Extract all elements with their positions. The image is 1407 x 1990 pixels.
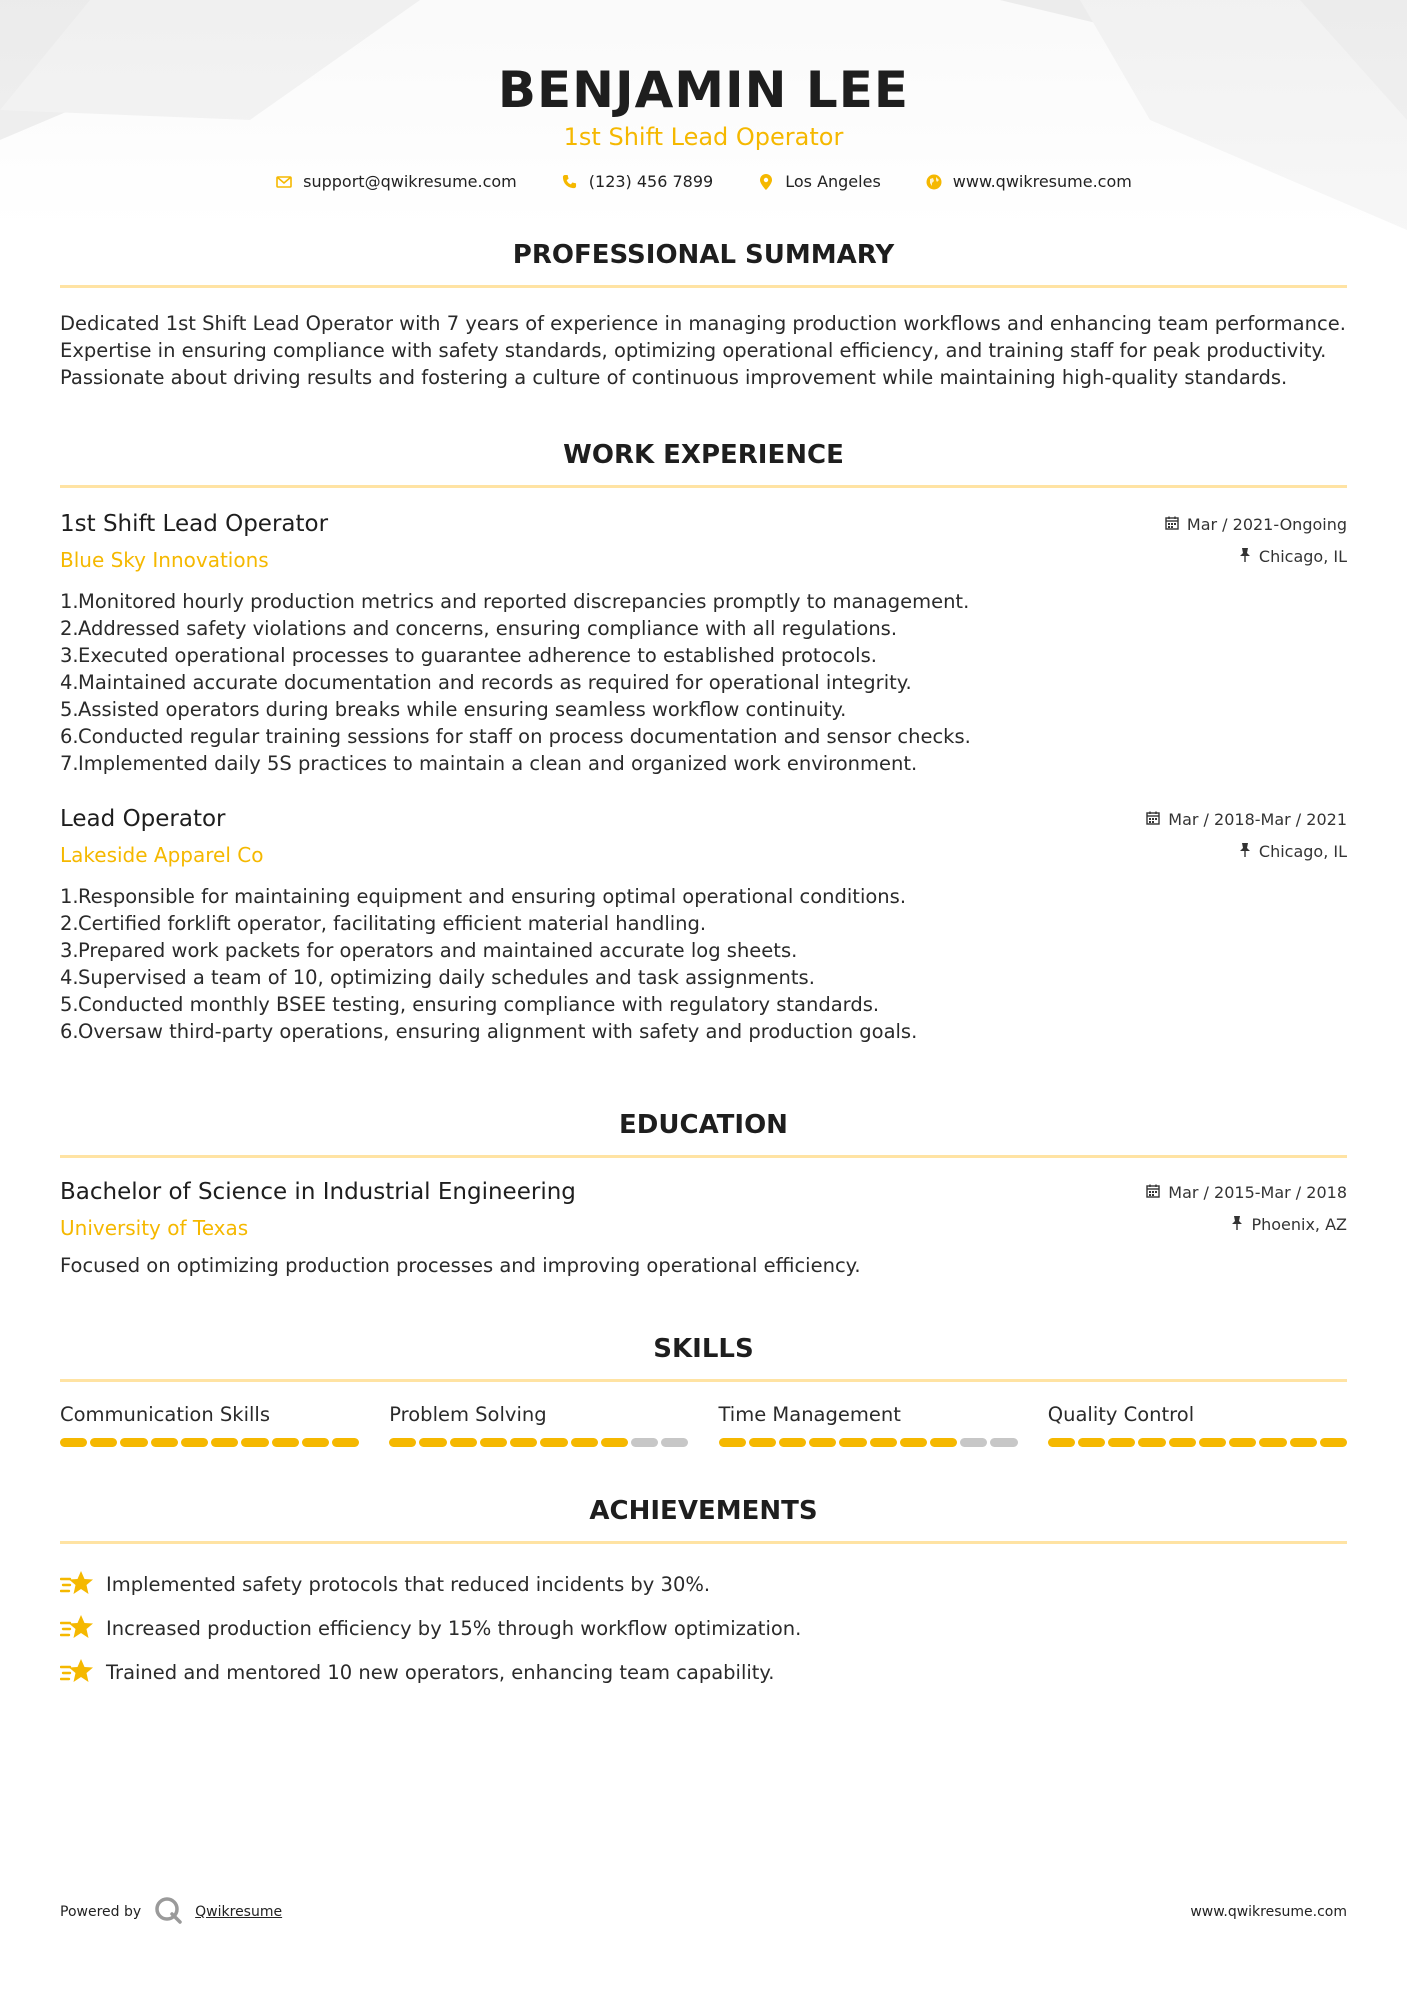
- job-bullets: [60, 883, 1347, 1045]
- education-section: [60, 1109, 1347, 1279]
- skill-dot-filled: [60, 1438, 87, 1447]
- skill-name: Problem Solving: [389, 1403, 547, 1426]
- skill-dot-filled: [601, 1438, 628, 1447]
- skill-rating: [1048, 1438, 1347, 1447]
- job-bullets: [60, 588, 1347, 777]
- section-divider: [60, 1155, 1347, 1158]
- contact-phone[interactable]: (123) 456 7899: [588, 172, 714, 191]
- skill-dot-filled: [779, 1438, 806, 1447]
- section-divider: [60, 1379, 1347, 1382]
- globe-icon: [925, 173, 943, 191]
- list-item: 4. Maintained accurate documentation and records as required for operational integrity.: [60, 671, 912, 694]
- skills-section: [60, 1333, 1347, 1447]
- calendar-icon: [1146, 1183, 1160, 1202]
- job-entry: [60, 803, 1347, 1045]
- list-item: 4. Supervised a team of 10, optimizing daily schedules and task assignments.: [60, 966, 815, 989]
- summary-section: [60, 239, 1347, 391]
- section-divider: [60, 1541, 1347, 1544]
- company-name: Blue Sky Innovations: [60, 548, 269, 572]
- list-item: 1. Responsible for maintaining equipment and ensuring optimal operational conditions.: [60, 885, 907, 908]
- pushpin-icon: [1239, 842, 1251, 861]
- skill-dot-filled: [900, 1438, 927, 1447]
- list-item: Trained and mentored 10 new operators, enhancing team capability.: [60, 1650, 1347, 1694]
- powered-by-label: Powered by: [60, 1904, 142, 1920]
- skill-dot-filled: [419, 1438, 446, 1447]
- list-item: 6. Conducted regular training sessions for staff on process documentation and sensor checks.: [60, 725, 971, 748]
- section-heading: PROFESSIONAL SUMMARY: [512, 240, 895, 270]
- skill-dot-filled: [1048, 1438, 1075, 1447]
- skill-dot-filled: [870, 1438, 897, 1447]
- skill-dot-filled: [480, 1438, 507, 1447]
- achievements-section: [60, 1495, 1347, 1694]
- contact-email[interactable]: support@qwikresume.com: [303, 172, 517, 191]
- section-heading: SKILLS: [653, 1334, 754, 1364]
- job-title: 1st Shift Lead Operator: [60, 511, 329, 537]
- skill-item: [719, 1402, 1018, 1447]
- skill-dot-filled: [809, 1438, 836, 1447]
- skill-dot-filled: [241, 1438, 268, 1447]
- skill-dot-empty: [960, 1438, 987, 1447]
- skill-dot-filled: [510, 1438, 537, 1447]
- skill-dot-filled: [332, 1438, 359, 1447]
- shooting-star-icon: [60, 1613, 94, 1643]
- shooting-star-icon: [60, 1569, 94, 1599]
- list-item: 2. Certified forklift operator, facilitating efficient material handling.: [60, 912, 707, 935]
- powered-by: [60, 1895, 282, 1929]
- skill-item: [60, 1402, 359, 1447]
- section-heading: WORK EXPERIENCE: [563, 440, 844, 470]
- job-location: Chicago, IL: [1258, 546, 1347, 566]
- calendar-icon: [1165, 515, 1179, 534]
- section-heading: ACHIEVEMENTS: [589, 1496, 818, 1526]
- skill-dot-filled: [302, 1438, 329, 1447]
- skill-dot-empty: [661, 1438, 688, 1447]
- skill-dot-filled: [1078, 1438, 1105, 1447]
- skill-dot-filled: [151, 1438, 178, 1447]
- candidate-name: BENJAMIN LEE: [497, 61, 910, 119]
- skill-dot-filled: [1259, 1438, 1286, 1447]
- skill-item: [1048, 1402, 1347, 1447]
- list-item: Increased production efficiency by 15% through workflow optimization.: [60, 1606, 1347, 1650]
- pushpin-icon: [1231, 1215, 1243, 1234]
- page-footer: [60, 1895, 1347, 1929]
- list-item: 3. Executed operational processes to guarantee adherence to established protocols.: [60, 644, 877, 667]
- job-title: Lead Operator: [60, 806, 226, 832]
- contact-bar: [60, 172, 1347, 191]
- candidate-title: 1st Shift Lead Operator: [563, 123, 844, 151]
- skill-dot-filled: [1229, 1438, 1256, 1447]
- pushpin-icon: [1239, 547, 1251, 566]
- phone-icon: [561, 173, 579, 191]
- job-dates: Mar / 2018-Mar / 2021: [1168, 809, 1347, 829]
- education-entry: [60, 1176, 1347, 1279]
- skill-dot-filled: [450, 1438, 477, 1447]
- experience-section: [60, 439, 1347, 1045]
- skill-dot-filled: [571, 1438, 598, 1447]
- skill-dot-filled: [120, 1438, 147, 1447]
- skill-rating: [60, 1438, 359, 1447]
- skill-item: [389, 1402, 688, 1447]
- skill-name: Communication Skills: [60, 1403, 270, 1426]
- contact-location: Los Angeles: [785, 172, 881, 191]
- location-pin-icon: [757, 173, 775, 191]
- list-item: 5. Conducted monthly BSEE testing, ensuring compliance with regulatory standards.: [60, 993, 880, 1016]
- list-item: 5. Assisted operators during breaks while ensuring seamless workflow continuity.: [60, 698, 847, 721]
- company-name: Lakeside Apparel Co: [60, 843, 264, 867]
- qwikresume-logo-icon: [153, 1895, 183, 1929]
- skill-dot-empty: [631, 1438, 658, 1447]
- job-entry: [60, 508, 1347, 777]
- brand-link[interactable]: Qwikresume: [195, 1904, 283, 1920]
- shooting-star-icon: [60, 1657, 94, 1687]
- skill-name: Quality Control: [1047, 1403, 1195, 1426]
- skill-dot-filled: [839, 1438, 866, 1447]
- skill-dot-empty: [990, 1438, 1017, 1447]
- list-item: 1. Monitored hourly production metrics and reported discrepancies promptly to management.: [60, 590, 970, 613]
- school-name: University of Texas: [60, 1216, 249, 1240]
- skill-dot-filled: [1169, 1438, 1196, 1447]
- footer-website[interactable]: www.qwikresume.com: [1190, 1904, 1347, 1920]
- summary-text: Dedicated 1st Shift Lead Operator with 7 years of experience in managing production workflows and enhancing team performance. Expertise in ensuring compliance with safety standards, optimizing operational efficiency, and training staff for peak productivity. Passionate about driving results and fostering a culture of continuous improvement while maintaining high-quality standards.: [60, 312, 1346, 389]
- section-divider: [60, 485, 1347, 488]
- job-location: Chicago, IL: [1258, 841, 1347, 861]
- skill-dot-filled: [389, 1438, 416, 1447]
- skill-dot-filled: [90, 1438, 117, 1447]
- skill-dot-filled: [181, 1438, 208, 1447]
- skill-rating: [719, 1438, 1018, 1447]
- skill-dot-filled: [272, 1438, 299, 1447]
- resume-header: [60, 0, 1347, 191]
- skill-dot-filled: [1320, 1438, 1347, 1447]
- calendar-icon: [1146, 810, 1160, 829]
- skill-dot-filled: [930, 1438, 957, 1447]
- education-dates: Mar / 2015-Mar / 2018: [1168, 1182, 1347, 1202]
- job-dates: Mar / 2021-Ongoing: [1186, 514, 1347, 534]
- list-item: 7. Implemented daily 5S practices to maintain a clean and organized work environment.: [60, 752, 918, 775]
- list-item: 6. Oversaw third-party operations, ensuring alignment with safety and production goals.: [60, 1020, 918, 1043]
- skill-dot-filled: [1108, 1438, 1135, 1447]
- skills-list: [60, 1402, 1347, 1447]
- skill-name: Time Management: [718, 1403, 901, 1426]
- degree-title: Bachelor of Science in Industrial Engineering: [60, 1179, 576, 1205]
- education-description: Focused on optimizing production processes and improving operational efficiency.: [60, 1254, 861, 1277]
- skill-dot-filled: [749, 1438, 776, 1447]
- list-item: 3. Prepared work packets for operators and maintained accurate log sheets.: [60, 939, 798, 962]
- skill-dot-filled: [540, 1438, 567, 1447]
- envelope-icon: [275, 173, 293, 191]
- list-item: Implemented safety protocols that reduced incidents by 30%.: [60, 1562, 1347, 1606]
- skill-dot-filled: [211, 1438, 238, 1447]
- skill-dot-filled: [1199, 1438, 1226, 1447]
- contact-website[interactable]: www.qwikresume.com: [952, 172, 1132, 191]
- skill-rating: [389, 1438, 688, 1447]
- list-item: 2. Addressed safety violations and concerns, ensuring compliance with all regulations.: [60, 617, 898, 640]
- skill-dot-filled: [1290, 1438, 1317, 1447]
- education-location: Phoenix, AZ: [1251, 1214, 1347, 1234]
- section-divider: [60, 285, 1347, 288]
- achievements-list: [60, 1562, 1347, 1694]
- skill-dot-filled: [1138, 1438, 1165, 1447]
- section-heading: EDUCATION: [619, 1110, 788, 1140]
- skill-dot-filled: [719, 1438, 746, 1447]
